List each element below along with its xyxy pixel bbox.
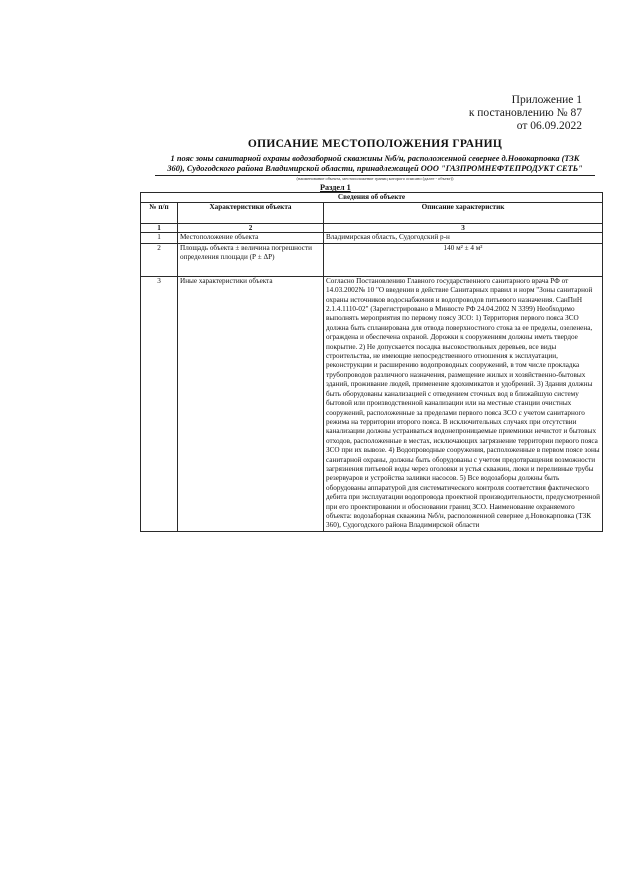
subtitle-line-2: 360), Судогодского района Владимирской области, принадлежащей ООО "ГАЗПРОМНЕФТЕПРОДУКТ СЕТЬ" xyxy=(167,164,583,173)
row-description: 140 м² ± 4 м² xyxy=(324,243,603,276)
document-subtitle xyxy=(140,154,610,174)
row-characteristic: Площадь объекта ± величина погрешности определения площади (Р ± ΔР) xyxy=(178,243,324,276)
table-header-row xyxy=(141,203,603,224)
header-num: № п/п xyxy=(141,203,178,224)
row-number: 2 xyxy=(141,243,178,276)
object-info-table-wrapper xyxy=(140,192,602,532)
table-section-heading-row xyxy=(141,193,603,203)
table-row xyxy=(141,276,603,531)
column-index-3: 3 xyxy=(324,224,603,233)
row-characteristic: Иные характеристики объекта xyxy=(178,276,324,531)
row-characteristic: Местоположение объекта xyxy=(178,233,324,243)
appendix-line-2: к постановлению № 87 xyxy=(468,107,582,119)
table-column-index-row xyxy=(141,224,603,233)
row-description: Согласно Постановлению Главного государственного санитарного врача РФ от 14.03.2002№ 10 "О введении в действие Санитарных правил и норм "Зоны санитарной охраны источников водоснабжения и водопроводов питьевого назначения. СанПиН 2.1.4.1110-02" (Зарегистрировано в Минюсте РФ 24.04.2002 N 3399) Необходимо выполнять мероприятия по первому поясу ЗСО: 1) Территория первого пояса ЗСО должна быть спланирована для отвода поверхностного стока за ее пределы, озеленена, ограждена и обеспечена охраной. Дорожки к сооружениям должны иметь твердое покрытие. 2) Не допускается посадка высокоствольных деревьев, все виды строительства, не имеющие непосредственного отношения к эксплуатации, реконструкции и расширению водопроводных сооружений, в том числе прокладка трубопроводов различного назначения, размещение жилых и хозяйственно-бытовых зданий, проживание людей, применение ядохимикатов и удобрений. 3) Здания должны быть оборудованы канализацией с отведением сточных вод в ближайшую систему бытовой или производственной канализации или на местные станции очистных сооружений, расположенные за пределами первого пояса ЗСО с учетом санитарного режима на территории второго пояса. В исключительных случаях при отсутствии канализации должны устраиваться водонепроницаемые приемники нечистот и бытовых отходов, расположенные в местах, исключающих загрязнение территории первого пояса ЗСО при их вывозе. 4) Водопроводные сооружения, расположенные в первом поясе зоны санитарной охраны, должны быть оборудованы с учетом предотвращения возможности загрязнения питьевой воды через оголовки и устья скважин, люки и переливные трубы резервуаров и устройства заливки насосов. 5) Все водозаборы должны быть оборудованы аппаратурой для систематического контроля соответствия фактического дебита при эксплуатации водопровода проектной производительности, предусмотренной при его проектировании и обосновании границ ЗСО. Наименование охраняемого объекта: водозаборная скважина №б/н, расположенной севернее д.Новокарповка (ТЗК 360), Судогодского района Владимирской области xyxy=(324,276,603,531)
section-title: Раздел 1 xyxy=(320,183,351,192)
title-block xyxy=(140,138,610,182)
row-number: 3 xyxy=(141,276,178,531)
subtitle-caption: (наименование объекта, местоположение границ которого описано (далее - объект)) xyxy=(296,176,454,181)
table-row xyxy=(141,233,603,243)
appendix-line-3: от 06.09.2022 xyxy=(516,120,582,132)
row-description: Владимирская область, Судогодский р-н xyxy=(324,233,603,243)
subtitle-line-1: 1 пояс зоны санитарной охраны водозаборной скважины №б/н, расположенной севернее д.Новокарповка (ТЗК xyxy=(170,154,580,163)
document-title: ОПИСАНИЕ МЕСТОПОЛОЖЕНИЯ ГРАНИЦ xyxy=(247,138,503,150)
appendix-block xyxy=(469,94,582,133)
header-description: Описание характеристик xyxy=(324,203,603,224)
table-section-heading: Сведения об объекте xyxy=(141,193,603,203)
row-number: 1 xyxy=(141,233,178,243)
object-info-table xyxy=(140,192,603,532)
table-row xyxy=(141,243,603,276)
column-index-2: 2 xyxy=(178,224,324,233)
column-index-1: 1 xyxy=(141,224,178,233)
appendix-line-1: Приложение 1 xyxy=(511,94,582,106)
header-characteristic: Характеристики объекта xyxy=(178,203,324,224)
